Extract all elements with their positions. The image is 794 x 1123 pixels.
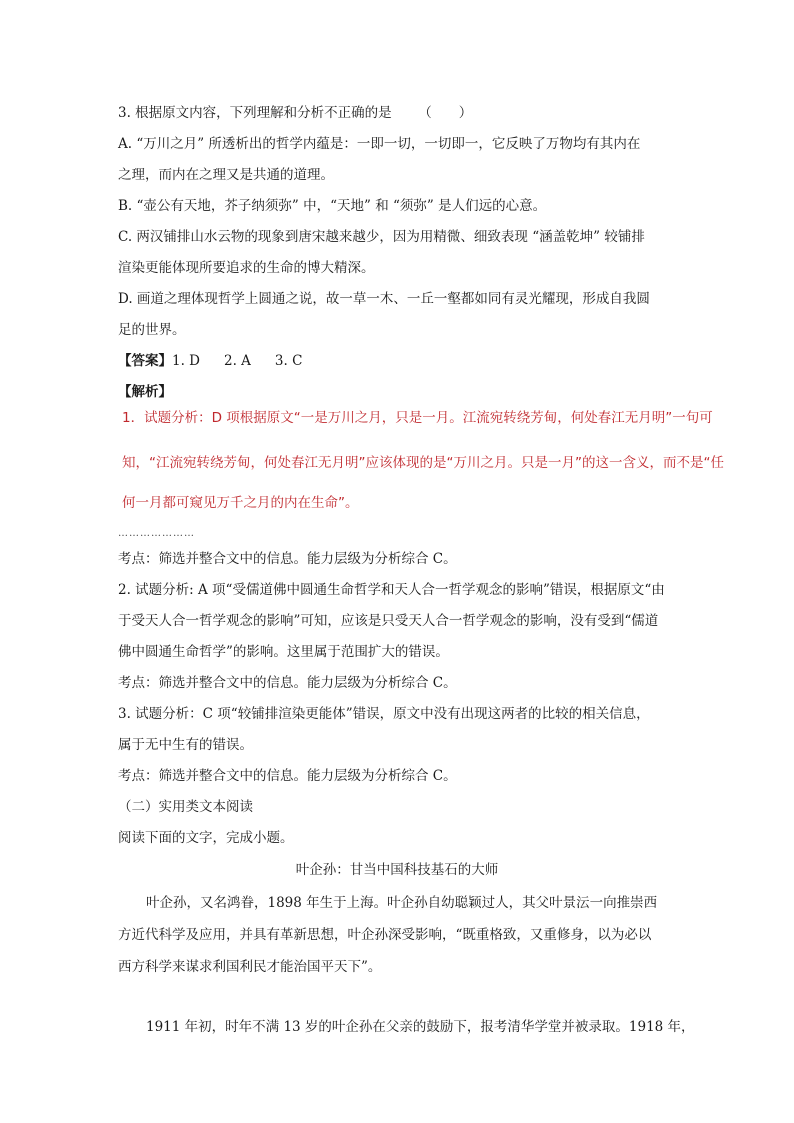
analysis-label: 【解析】 bbox=[118, 384, 172, 400]
ellipsis-separator: ………………… bbox=[118, 528, 195, 539]
section-instruction: 阅读下面的文字，完成小题。 bbox=[118, 830, 294, 846]
paragraph-1-line-1: 叶企孙，又名鸿眷，1898 年生于上海。叶企孙自幼聪颖过人，其父叶景沄一向推崇西 bbox=[146, 895, 658, 911]
analysis-2-line-2: 于受天人合一哲学观念的影响”可知，应该是只受天人合一哲学观念的影响，没有受到“儒道 bbox=[118, 613, 659, 629]
analysis-1-line-3: 何一月都可窥见万千之月的内在生命”。 bbox=[122, 495, 359, 511]
option-c-line-1: C. 两汉铺排山水云物的现象到唐宋越来越少，因为用精微、细致表现 “涵盖乾坤” 较铺排 bbox=[118, 229, 645, 245]
answer-label: 【答案】 bbox=[118, 353, 172, 369]
article-title: 叶企孙：甘当中国科技基石的大师 bbox=[295, 862, 499, 878]
analysis-2-line-3: 佛中圆通生命哲学”的影响。这里属于范围扩大的错误。 bbox=[118, 644, 449, 660]
analysis-2-line-1: 2. 试题分析: A 项“受儒道佛中圆通生命哲学和天人合一哲学观念的影响”错误，根据原文“由 bbox=[118, 582, 665, 598]
option-b-line-1: B. “壶公有天地，芥子纳须弥” 中，“天地” 和 “须弥” 是人们远的心意。 bbox=[118, 198, 547, 214]
kaodian-1: 考点：筛选并整合文中的信息。能力层级为分析综合 C。 bbox=[118, 551, 457, 567]
option-a-line-1: A. “万川之月” 所透析出的哲学内蕴是：一即一切，一切即一，它反映了万物均有其内在 bbox=[118, 136, 641, 152]
kaodian-3: 考点：筛选并整合文中的信息。能力层级为分析综合 C。 bbox=[118, 768, 457, 784]
option-d-line-1: D. 画道之理体现哲学上圆通之说，故一草一木、一丘一壑都如同有灵光耀现，形成自我圆 bbox=[118, 291, 650, 307]
paragraph-1-line-3: 西方科学来谋求利国利民才能治国平天下”。 bbox=[118, 959, 382, 975]
paragraph-2-line-1: 1911 年初，时年不满 13 岁的叶企孙在父亲的鼓励下，报考清华学堂并被录取。1918 年， bbox=[146, 1019, 695, 1035]
option-c-line-2: 渲染更能体现所要追求的生命的博大精深。 bbox=[118, 260, 375, 276]
question-3-stem: 3. 根据原文内容，下列理解和分析不正确的是 （ ） bbox=[118, 105, 473, 121]
analysis-1-line-1: 1．试题分析：D 项根据原文“一是万川之月，只是一月。江流宛转绕芳甸，何处春江无月明”一句可 bbox=[122, 410, 713, 426]
answer-3: 3. C bbox=[274, 353, 303, 369]
answer-1: 1. D bbox=[172, 353, 200, 369]
answer-line bbox=[118, 352, 302, 370]
paragraph-1-line-2: 方近代科学及应用，并具有革新思想，叶企孙深受影响，“既重格致，又重修身，以为必以 bbox=[118, 927, 652, 943]
answer-blank: （ ） bbox=[418, 105, 473, 121]
answer-2: 2. A bbox=[224, 353, 251, 369]
analysis-3-line-1: 3. 试题分析：C 项“较铺排渲染更能体”错误，原文中没有出现这两者的比较的相关信息， bbox=[118, 706, 650, 722]
kaodian-2: 考点：筛选并整合文中的信息。能力层级为分析综合 C。 bbox=[118, 675, 457, 691]
option-d-line-2: 足的世界。 bbox=[118, 322, 186, 338]
section-heading: （二）实用类文本阅读 bbox=[118, 799, 253, 815]
analysis-3-line-2: 属于无中生有的错误。 bbox=[118, 737, 253, 753]
option-a-line-2: 之理，而内在之理又是共通的道理。 bbox=[118, 167, 334, 183]
analysis-1-line-2: 知，“江流宛转绕芳甸，何处春江无月明”应该体现的是“万川之月。只是一月”的这一含义，而不是“任 bbox=[122, 455, 724, 471]
